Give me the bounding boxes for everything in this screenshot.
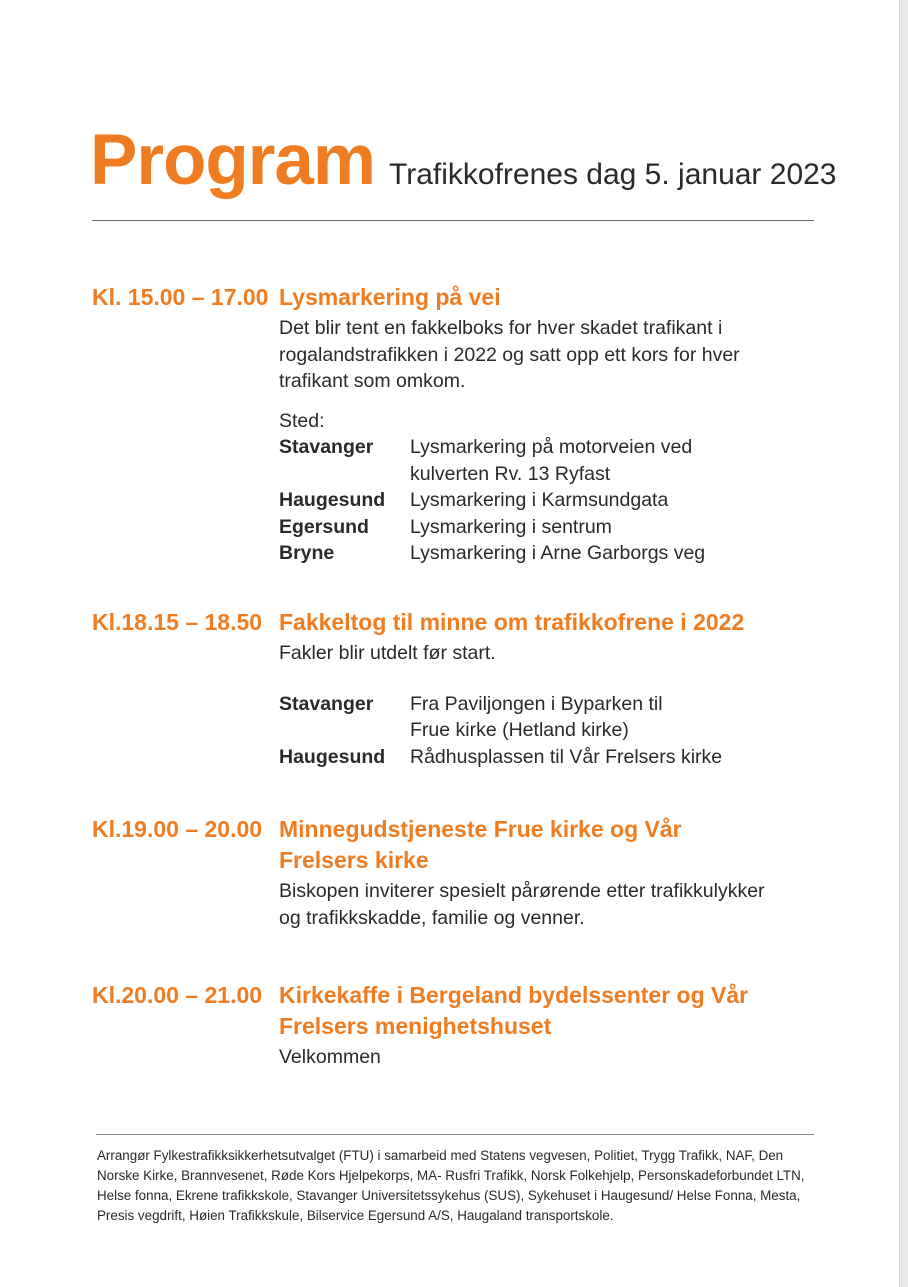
event-title: Kirkekaffe i Bergeland bydelssenter og Vår Frelsers menighetshuset <box>279 982 749 1039</box>
event-time: Kl.18.15 – 18.50 <box>92 609 263 635</box>
event-time: Kl.20.00 – 21.00 <box>92 982 263 1008</box>
header-divider <box>92 220 814 221</box>
location-description: Lysmarkering i sentrum <box>410 515 612 538</box>
location-city: Haugesund <box>279 489 386 511</box>
page-edge <box>899 0 908 1287</box>
location-row <box>279 514 819 541</box>
location-row <box>279 540 819 567</box>
event-title: Lysmarkering på vei <box>279 284 501 310</box>
event-title: Fakkeltog til minne om trafikkofrene i 2022 <box>279 609 745 635</box>
location-city: Haugesund <box>279 745 386 768</box>
location-description: Lysmarkering på motorveien ved kulverten Rv. 13 Ryfast <box>410 436 693 485</box>
organizer-footer: Arrangør Fylkestrafikksikkerhetsutvalget (FTU) i samarbeid med Statens vegvesen, Politiet, Trygg Trafikk, NAF, Den Norske Kirke, Brannvesenet, Røde Kors Hjelpekorps, MA- Rusfri Trafikk, Norsk Folkehjelp, Personskadeforbundet LTN, Helse fonna, Ekrene trafikkskole, Stavanger Universitetssykehus (SUS), Sykehuset i Haugesund/ Helse Fonna, Mesta, Presis vegdrift, Høien Trafikkskule, Bilservice Egersund A/S, Haugaland transportskole. <box>97 1148 805 1223</box>
location-city: Egersund <box>279 515 369 538</box>
location-label: Sted: <box>279 409 325 432</box>
event-description: Biskopen inviterer spesielt pårørende etter trafikkulykker og trafikkskadde, familie og venner. <box>279 880 765 929</box>
event-description: Velkommen <box>279 1046 381 1068</box>
event-description: Det blir tent en fakkelboks for hver skadet trafikant i rogalandstrafikken i 2022 og satt opp ett kors for hver trafikant som omkom. <box>279 317 740 392</box>
event-time: Kl. 15.00 – 17.00 <box>92 284 269 310</box>
footer-divider <box>96 1134 814 1135</box>
location-row <box>279 744 819 771</box>
page-subtitle: Trafikkofrenes dag 5. januar 2023 <box>389 158 837 191</box>
location-city: Bryne <box>279 542 335 564</box>
location-row <box>279 487 819 514</box>
event-body <box>279 980 819 1071</box>
event-body <box>279 282 819 567</box>
location-row <box>279 691 819 744</box>
location-description: Lysmarkering i Karmsundgata <box>410 489 669 511</box>
event-body <box>279 814 819 931</box>
event-body <box>279 607 819 770</box>
event-title: Minnegudstjeneste Frue kirke og Vår Frelsers kirke <box>279 816 682 873</box>
location-city: Stavanger <box>279 692 374 715</box>
event-description: Fakler blir utdelt før start. <box>279 642 496 664</box>
location-description: Lysmarkering i Arne Garborgs veg <box>410 542 706 564</box>
location-list <box>279 434 819 567</box>
location-description: Rådhusplassen til Vår Frelsers kirke <box>410 745 723 768</box>
location-list <box>279 691 819 771</box>
location-row <box>279 434 819 487</box>
event-time: Kl.19.00 – 20.00 <box>92 816 263 842</box>
location-city: Stavanger <box>279 436 374 458</box>
page-header <box>90 120 837 202</box>
location-description: Fra Paviljongen i Byparken til Frue kirke (Hetland kirke) <box>410 692 663 741</box>
page-title: Program <box>90 121 375 200</box>
